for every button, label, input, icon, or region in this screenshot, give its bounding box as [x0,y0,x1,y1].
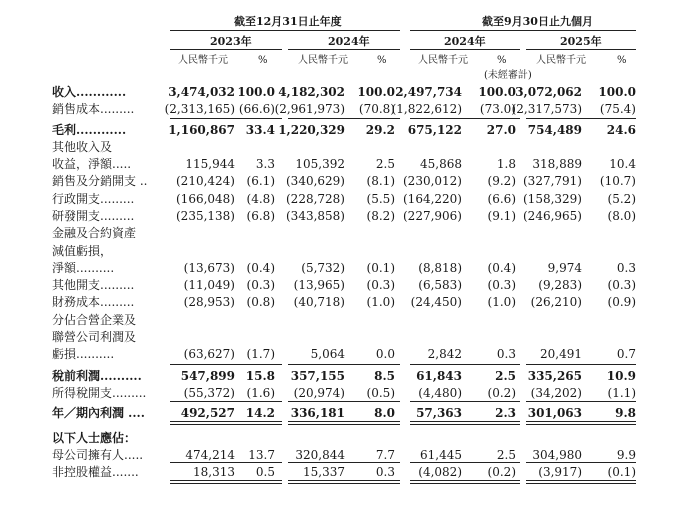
percent-cell: 3.3 [255,157,275,171]
amount-cell: 336,181 [290,406,345,420]
row-label: 財務成本......... [52,295,135,309]
percent-cell: (4.8) [246,192,275,206]
percent-cell: 100.0 [478,85,516,99]
year-2024-9m: 2024年 [444,35,486,48]
amount-cell: (26,210) [530,295,582,309]
row-label: 收入............ [52,85,127,99]
percent-cell: 8.0 [374,406,395,420]
percent-cell: 8.5 [374,369,395,383]
subtotal-rule [410,118,520,119]
percent-cell: (70.8) [358,102,395,116]
percent-cell: (9.2) [487,174,516,188]
amount-cell: (235,138) [176,209,235,223]
row-label: 銷售及分銷開支 .. [52,174,148,188]
row-label: 母公司擁有人..... [52,448,144,462]
percent-cell: 10.4 [609,157,636,171]
total-double-rule [526,480,636,484]
subtotal-rule [288,401,400,402]
amount-cell: (227,906) [403,209,462,223]
amount-cell: 474,214 [185,448,235,462]
percent-cell: 0.5 [255,465,275,479]
percent-cell: (5.2) [607,192,636,206]
percent-cell: 2.3 [495,406,516,420]
amount-cell: (13,965) [293,278,345,292]
percent-cell: 15.8 [245,369,275,383]
amount-cell: (9,283) [538,278,582,292]
row-label: 金融及合約資產 [52,226,137,240]
percent-cell: (6.8) [246,209,275,223]
percent-cell: 0.7 [616,347,636,361]
amount-cell: (2,961,973) [274,102,345,116]
percent-cell: 13.7 [248,448,275,462]
percent-cell: 24.6 [606,123,636,137]
row-label: 行政開支......... [52,192,135,206]
row-label: 減值虧損， [52,244,113,258]
percent-cell: (0.3) [607,278,636,292]
amount-cell: 15,337 [303,465,345,479]
percent-cell: 100.0 [598,85,636,99]
amount-cell: 115,944 [185,157,235,171]
percent-cell: 0.3 [616,261,636,275]
amount-cell: (2,313,165) [164,102,235,116]
percent-cell: 2.5 [496,448,516,462]
row-label: 聯營公司利潤及 [52,330,137,344]
amount-cell: 754,489 [527,123,582,137]
subtotal-rule [170,364,282,365]
amount-cell: (158,329) [523,192,582,206]
percent-cell: 9.8 [615,406,636,420]
year-underline-2024b [410,49,520,50]
amount-cell: 547,899 [180,369,235,383]
percent-cell: 29.2 [365,123,395,137]
percent-cell: (8.2) [366,209,395,223]
amount-cell: 61,445 [420,448,462,462]
amount-cell: 9,974 [547,261,582,275]
amount-cell: (164,220) [403,192,462,206]
amount-cell: 18,313 [193,465,235,479]
amount-cell: (40,718) [293,295,345,309]
amount-cell: 1,160,867 [168,123,235,137]
percent-cell: (6.6) [487,192,516,206]
amount-cell: 2,842 [427,347,462,361]
row-label: 毛利............ [52,123,127,137]
amount-cell: (4,480) [418,386,462,400]
total-double-rule [410,421,520,425]
percent-cell: (8.0) [607,209,636,223]
year-2024-fy: 2024年 [328,35,370,48]
amount-cell: (343,858) [286,209,345,223]
amount-cell: (28,953) [183,295,235,309]
amount-cell: (8,818) [418,261,462,275]
percent-cell: (0.9) [607,295,636,309]
percent-cell: 10.9 [606,369,636,383]
percent-cell: 0.3 [496,347,516,361]
year-2025: 2025年 [560,35,602,48]
amount-cell: 335,265 [527,369,582,383]
row-label: 所得稅開支......... [52,386,147,400]
subtotal-rule [288,118,400,119]
percent-cell: (0.3) [246,278,275,292]
amount-cell: 3,474,032 [168,85,235,99]
percent-cell: (0.5) [366,386,395,400]
percent-cell: (1.6) [246,386,275,400]
row-label: 稅前利潤.......... [52,369,142,383]
unit-currency-4: 人民幣千元 [536,55,586,66]
percent-cell: 27.0 [486,123,516,137]
row-label: 以下人士應佔： [52,431,137,445]
percent-cell: 0.0 [375,347,395,361]
amount-cell: (1,822,612) [391,102,462,116]
subtotal-rule [170,118,282,119]
total-double-rule [410,480,520,484]
subtotal-rule [288,462,400,463]
percent-cell: (0.8) [246,295,275,309]
amount-cell: 301,063 [527,406,582,420]
amount-cell: 3,072,062 [515,85,582,99]
unit-currency-2: 人民幣千元 [298,55,348,66]
amount-cell: 318,889 [532,157,582,171]
row-label: 非控股權益....... [52,465,139,479]
amount-cell: 61,843 [416,369,462,383]
row-label: 年／期內利潤 .... [52,406,145,420]
row-label: 虧損.......... [52,347,115,361]
amount-cell: 2,497,734 [395,85,462,99]
amount-cell: 320,844 [295,448,345,462]
amount-cell: (5,732) [301,261,345,275]
percent-cell: (1.7) [246,347,275,361]
percent-cell: (0.4) [246,261,275,275]
amount-cell: (228,728) [286,192,345,206]
amount-cell: 1,220,329 [278,123,345,137]
total-double-rule [170,480,282,484]
amount-cell: (327,791) [523,174,582,188]
subtotal-rule [410,364,520,365]
percent-cell: (5.5) [366,192,395,206]
year-underline-2023 [170,49,282,50]
subtotal-rule [526,118,636,119]
percent-cell: (10.7) [599,174,636,188]
header-divider-fy [170,30,400,31]
amount-cell: (20,974) [293,386,345,400]
total-double-rule [288,421,400,425]
percent-cell: (73.0) [479,102,516,116]
amount-cell: (340,629) [286,174,345,188]
percent-cell: 14.2 [245,406,275,420]
percent-cell: (0.2) [487,465,516,479]
amount-cell: (55,372) [183,386,235,400]
percent-cell: 1.8 [496,157,516,171]
percent-cell: 9.9 [616,448,636,462]
unit-pct-4: % [617,55,627,66]
amount-cell: (63,627) [183,347,235,361]
subtotal-rule [410,401,520,402]
amount-cell: (11,049) [183,278,235,292]
subtotal-rule [526,401,636,402]
percent-cell: 100.0 [357,85,395,99]
percent-cell: 33.4 [245,123,275,137]
amount-cell: 304,980 [532,448,582,462]
amount-cell: (166,048) [176,192,235,206]
unit-currency-3: 人民幣千元 [418,55,468,66]
total-double-rule [170,421,282,425]
amount-cell: (246,965) [523,209,582,223]
percent-cell: (66.6) [238,102,275,116]
amount-cell: 4,182,302 [278,85,345,99]
amount-cell: 675,122 [407,123,462,137]
header-divider-9m [410,30,636,31]
amount-cell: (13,673) [183,261,235,275]
percent-cell: 0.3 [375,465,395,479]
unaudited-note: (未經審計) [484,70,532,81]
row-label: 其他開支......... [52,278,135,292]
amount-cell: 57,363 [416,406,462,420]
amount-cell: 357,155 [290,369,345,383]
percent-cell: (0.3) [487,278,516,292]
percent-cell: (6.1) [246,174,275,188]
amount-cell: 492,527 [180,406,235,420]
percent-cell: (0.2) [487,386,516,400]
amount-cell: 105,392 [295,157,345,171]
amount-cell: (210,424) [176,174,235,188]
subtotal-rule [526,364,636,365]
period-header-9m: 截至9月30日止九個月 [482,15,593,28]
unit-pct-3: % [497,55,507,66]
total-double-rule [288,480,400,484]
amount-cell: (34,202) [530,386,582,400]
year-2023: 2023年 [210,35,252,48]
percent-cell: (1.0) [487,295,516,309]
percent-cell: 2.5 [495,369,516,383]
amount-cell: (3,917) [538,465,582,479]
subtotal-rule [170,462,282,463]
amount-cell: (6,583) [418,278,462,292]
row-label: 淨額.......... [52,261,115,275]
percent-cell: (0.1) [607,465,636,479]
amount-cell: (24,450) [410,295,462,309]
subtotal-rule [288,364,400,365]
percent-cell: 2.5 [375,157,395,171]
amount-cell: (230,012) [403,174,462,188]
year-underline-2025 [526,49,636,50]
row-label: 分佔合營企業及 [52,313,137,327]
percent-cell: (1.0) [366,295,395,309]
period-header-fy: 截至12月31日止年度 [234,15,342,28]
row-label: 銷售成本......... [52,102,135,116]
total-double-rule [526,421,636,425]
amount-cell: 45,868 [420,157,462,171]
percent-cell: (0.4) [487,261,516,275]
amount-cell: 5,064 [310,347,345,361]
amount-cell: 20,491 [540,347,582,361]
unit-pct-1: % [258,55,268,66]
percent-cell: (0.1) [366,261,395,275]
row-label: 其他收入及 [52,140,113,154]
percent-cell: (1.1) [607,386,636,400]
subtotal-rule [410,462,520,463]
unit-currency-1: 人民幣千元 [178,55,228,66]
amount-cell: (4,082) [418,465,462,479]
percent-cell: (8.1) [366,174,395,188]
percent-cell: (75.4) [599,102,636,116]
percent-cell: 7.7 [375,448,395,462]
row-label: 研發開支......... [52,209,135,223]
subtotal-rule [526,462,636,463]
percent-cell: (0.3) [366,278,395,292]
unit-pct-2: % [377,55,387,66]
row-label: 收益，淨額..... [52,157,132,171]
percent-cell: (9.1) [487,209,516,223]
amount-cell: (2,317,573) [511,102,582,116]
subtotal-rule [170,401,282,402]
year-underline-2024 [288,49,400,50]
percent-cell: 100.0 [237,85,275,99]
